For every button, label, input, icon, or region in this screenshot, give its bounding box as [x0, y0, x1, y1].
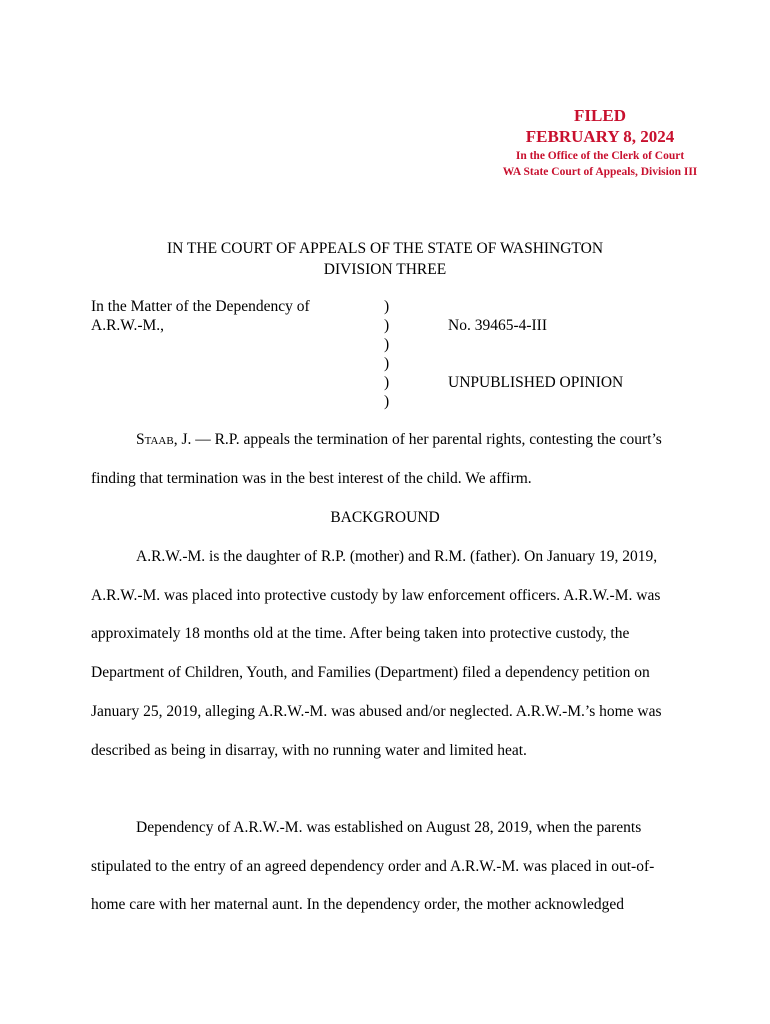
party-block [91, 297, 310, 335]
stamp-filed: FILED [574, 106, 626, 125]
party-line-2: A.R.W.-M., [91, 317, 165, 334]
filed-stamp [470, 106, 730, 180]
party-line-1: In the Matter of the Dependency of [91, 298, 310, 315]
paren: ) [384, 374, 390, 391]
court-name: IN THE COURT OF APPEALS OF THE STATE OF WASHINGTON [166, 240, 604, 257]
section-heading: BACKGROUND [330, 509, 440, 526]
background-paragraph-1: A.R.W.-M. is the daughter of R.P. (mother) and R.M. (father). On January 19, 2019, A.R.W.-M. was placed into protective custody by law enforcement officers. A.R.W.-M. was approximately 18 months old at the time. After being taken into protective custody, the Department of Children, Youth, and Families (Department) filed a dependency petition on January 25, 2019, alleging A.R.W.-M. was abused and/or neglected. A.R.W.-M.’s home was described as being in disarray, with no running water and limited heat. [91, 548, 662, 759]
paren: ) [384, 355, 390, 372]
opinion-intro-paragraph [91, 421, 681, 498]
judge-name: Staab [136, 431, 174, 448]
stamp-office: In the Office of the Clerk of Court [515, 150, 685, 162]
court-header [0, 238, 770, 280]
court-division: DIVISION THREE [323, 261, 447, 278]
paren: ) [384, 393, 390, 410]
caption-parentheses [384, 297, 389, 411]
opinion-type: UNPUBLISHED OPINION [448, 374, 624, 391]
case-number: No. 39465-4-III [448, 317, 548, 334]
paren: ) [384, 336, 390, 353]
paren: ) [384, 298, 390, 315]
intro-text: , J. — R.P. appeals the termination of her parental rights, contesting the court’s finding that termination was in the best interest of the child. We affirm. [91, 431, 662, 487]
background-paragraph-2: Dependency of A.R.W.-M. was established on August 28, 2019, when the parents stipulated to the entry of an agreed dependency order and A.R.W.-M. was placed in out-of-home care with her maternal aunt. In the dependency order, the mother acknowledged [91, 819, 655, 914]
paren: ) [384, 317, 390, 334]
stamp-date: FEBRUARY 8, 2024 [525, 127, 675, 146]
stamp-court: WA State Court of Appeals, Division III [502, 166, 698, 178]
